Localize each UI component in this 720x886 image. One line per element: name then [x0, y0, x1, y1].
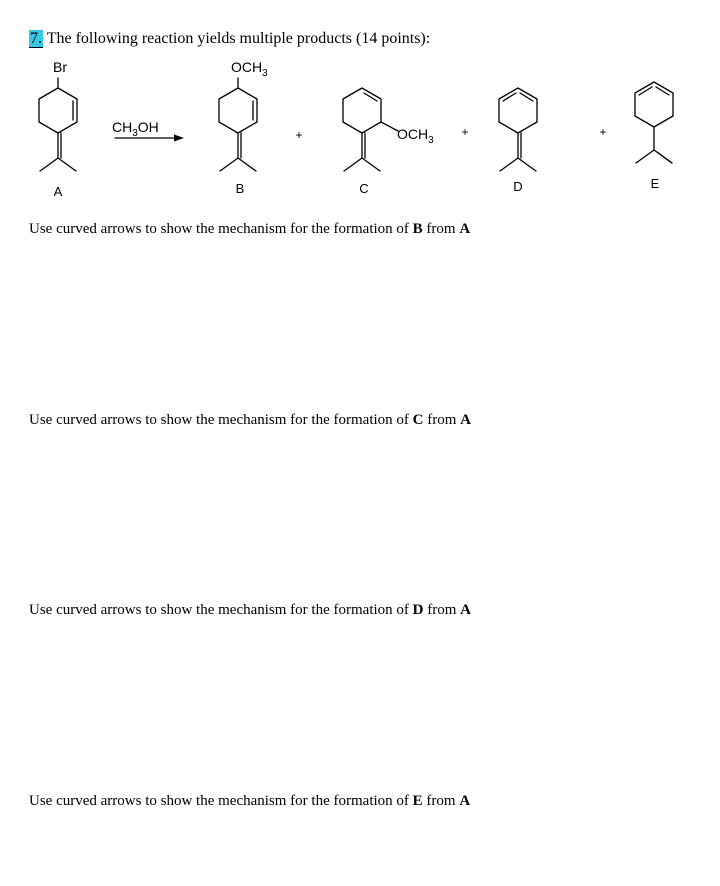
compound-a-structure: [39, 78, 77, 171]
compound-a-substituent: Br: [53, 59, 67, 75]
compound-b-label: B: [235, 181, 245, 196]
prompt-c-from-a: Use curved arrows to show the mechanism for the formation of C from A: [29, 412, 472, 428]
compound-e-label: E: [650, 176, 660, 191]
compound-d-structure: [499, 88, 537, 171]
question-text: The following reaction yields multiple products (14 points):: [46, 30, 431, 47]
question-number: 7.: [30, 30, 42, 47]
compound-e-structure: [635, 82, 673, 163]
plus-sign-1: +: [295, 128, 303, 142]
compound-c-substituent: $OCH_3$: [397, 126, 434, 146]
compound-b-structure: [219, 78, 257, 171]
reagent-label: $CH_3OH$: [112, 119, 159, 139]
plus-sign-3: +: [599, 125, 607, 139]
compound-a-label: A: [53, 184, 63, 199]
prompt-d-from-a: Use curved arrows to show the mechanism for the formation of D from A: [29, 602, 472, 618]
plus-sign-2: +: [461, 125, 469, 139]
reaction-scheme: [0, 50, 720, 200]
compound-d-label: D: [513, 179, 523, 194]
question-title: [29, 29, 430, 49]
reaction-arrow: [115, 135, 184, 142]
compound-c-structure: [343, 88, 398, 171]
prompt-e-from-a: Use curved arrows to show the mechanism for the formation of E from A: [29, 793, 471, 809]
compound-c-label: C: [359, 181, 369, 196]
prompt-b-from-a: Use curved arrows to show the mechanism for the formation of B from A: [29, 221, 471, 237]
compound-b-substituent: $OCH_3$: [231, 59, 268, 79]
